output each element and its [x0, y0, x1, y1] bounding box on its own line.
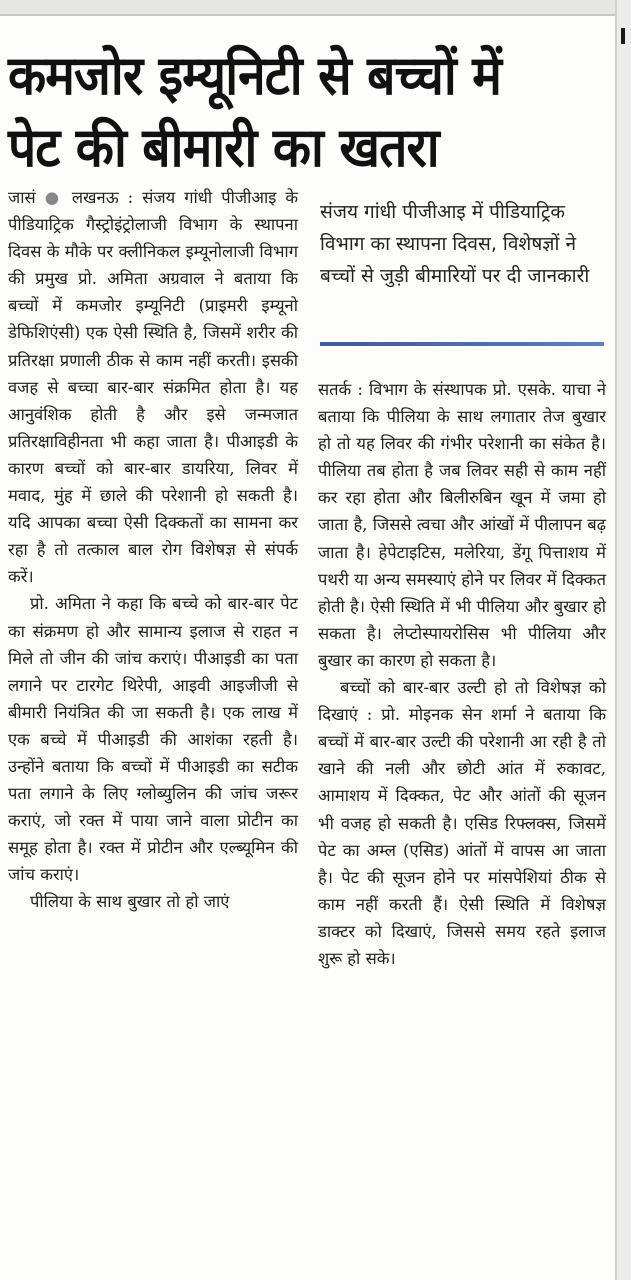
page-top-edge — [0, 0, 631, 16]
body-paragraph: सतर्क : विभाग के संस्थापक प्रो. एसके. याचा ने बताया कि पीलिया के साथ लगातार तेज बुखार हो तो यह लिवर की गंभीर परेशानी का संकेत है। पीलिया तब होता है जब लिवर सही से काम नहीं कर रहा होता और बिलीरुबिन खून में जमा हो जाता है, जिससे त्वचा और आंखों में पीलापन बढ़ जाता है। हेपेटाइटिस, मलेरिया, डेंगू पित्ताशय में पथरी या अन्य समस्याएं होने पर लिवर में दिक्कत होती है। ऐसी स्थिति में भी पीलिया और बुखार हो सकता है। लेप्टोस्पायरोसिस भी पीलिया और बुखार का कारण हो सकता है। — [318, 380, 606, 670]
kicker-divider — [320, 342, 604, 346]
body-paragraph: बच्चों को बार-बार उल्टी हो तो विशेषज्ञ को दिखाएं : प्रो. मोइनक सेन शर्मा ने बताया कि बच्चों में बार-बार उल्टी की परेशानी आ रही है तो खाने की नली और छोटी आंत में रुकावट, आमाशय में दिक्कत, पेट और आंतों की सूजन भी वजह हो सकती है। एसिड रिफ्लक्स, जिसमें पेट का अम्ल (एसिड) आंतों में वापस आ जाता है। पेट की सूजन होने पर मांसपेशियां ठीक से काम नहीं करती हैं। ऐसी स्थिति में विशेषज्ञ डाक्टर को दिखाएं, जिससे समय रहते इलाज शुरू हो सके। — [318, 678, 606, 968]
headline-line-1: कमजोर इम्यूनिटी से बच्चों में — [8, 44, 502, 107]
edge-mark — [621, 28, 625, 44]
dateline-bullet: ● — [44, 188, 63, 207]
page-right-edge — [615, 0, 631, 1280]
kicker-subhead: संजय गांधी पीजीआइ में पीडियाट्रिक विभाग का स्थापना दिवस, विशेषज्ञों ने बच्चों से जुड़ी बीमारियों पर दी जानकारी — [320, 201, 590, 287]
subhead-paragraph: पीलिया के साथ बुखार तो हो जाएं — [30, 892, 230, 912]
dateline-source: जासं — [8, 188, 36, 207]
headline — [8, 40, 556, 184]
article-column-right — [318, 376, 606, 972]
lead-paragraph-text: लखनऊ : संजय गांधी पीजीआइ के पीडियाट्रिक गैस्ट्रोइंट्रोलाजी विभाग के स्थापना दिवस के मौके पर क्लीनिकल इम्यूनोलाजी विभाग की प्रमुख प्रो. अमिता अग्रवाल ने बताया कि बच्चों में कमजोर इम्यूनिटी (प्राइमरी इम्यूनो डेफिशिएंसी) एक ऐसी स्थिति है, जिसमें शरीर की प्रतिरक्षा प्रणाली ठीक से काम नहीं करती। इसकी वजह से बच्चा बार-बार संक्रमित होता है। यह आनुवंशिक होती है और इसे जन्मजात प्रतिरक्षाविहीनता भी कहा जाता है। पीआइडी के कारण बच्चों को बार-बार डायरिया, लिवर में मवाद, मुंह में छाले की परेशानी हो सकती है। यदि आपका बच्चा ऐसी दिक्कतों का सामना कर रहा है तो तत्काल बाल रोग विशेषज्ञ से संपर्क करें। — [8, 188, 299, 587]
body-paragraph: प्रो. अमिता ने कहा कि बच्चे को बार-बार पेट का संक्रमण हो और सामान्य इलाज से राहत न मिले तो जीन की जांच कराएं। पीआइडी का पता लगाने पर टारगेट थिरेपी, आइवी आइजीजी से बीमारी नियंत्रित की जा सकती है। एक लाख में एक बच्चे में पीआइडी की आशंका रहती है। उन्होंने बताया कि बच्चों में पीआइडी का सटीक पता लगाने के लिए ग्लोब्युलिन की जांच जरूर कराएं, जो रक्त में पाया जाने वाला प्रोटीन का समूह होता है। रक्त में प्रोटीन और एल्ब्यूमिन की जांच कराएं। — [8, 594, 298, 885]
headline-line-2: पेट की बीमारी का खतरा — [8, 116, 439, 179]
lead-paragraph — [8, 184, 298, 590]
article-column-left — [8, 184, 298, 916]
